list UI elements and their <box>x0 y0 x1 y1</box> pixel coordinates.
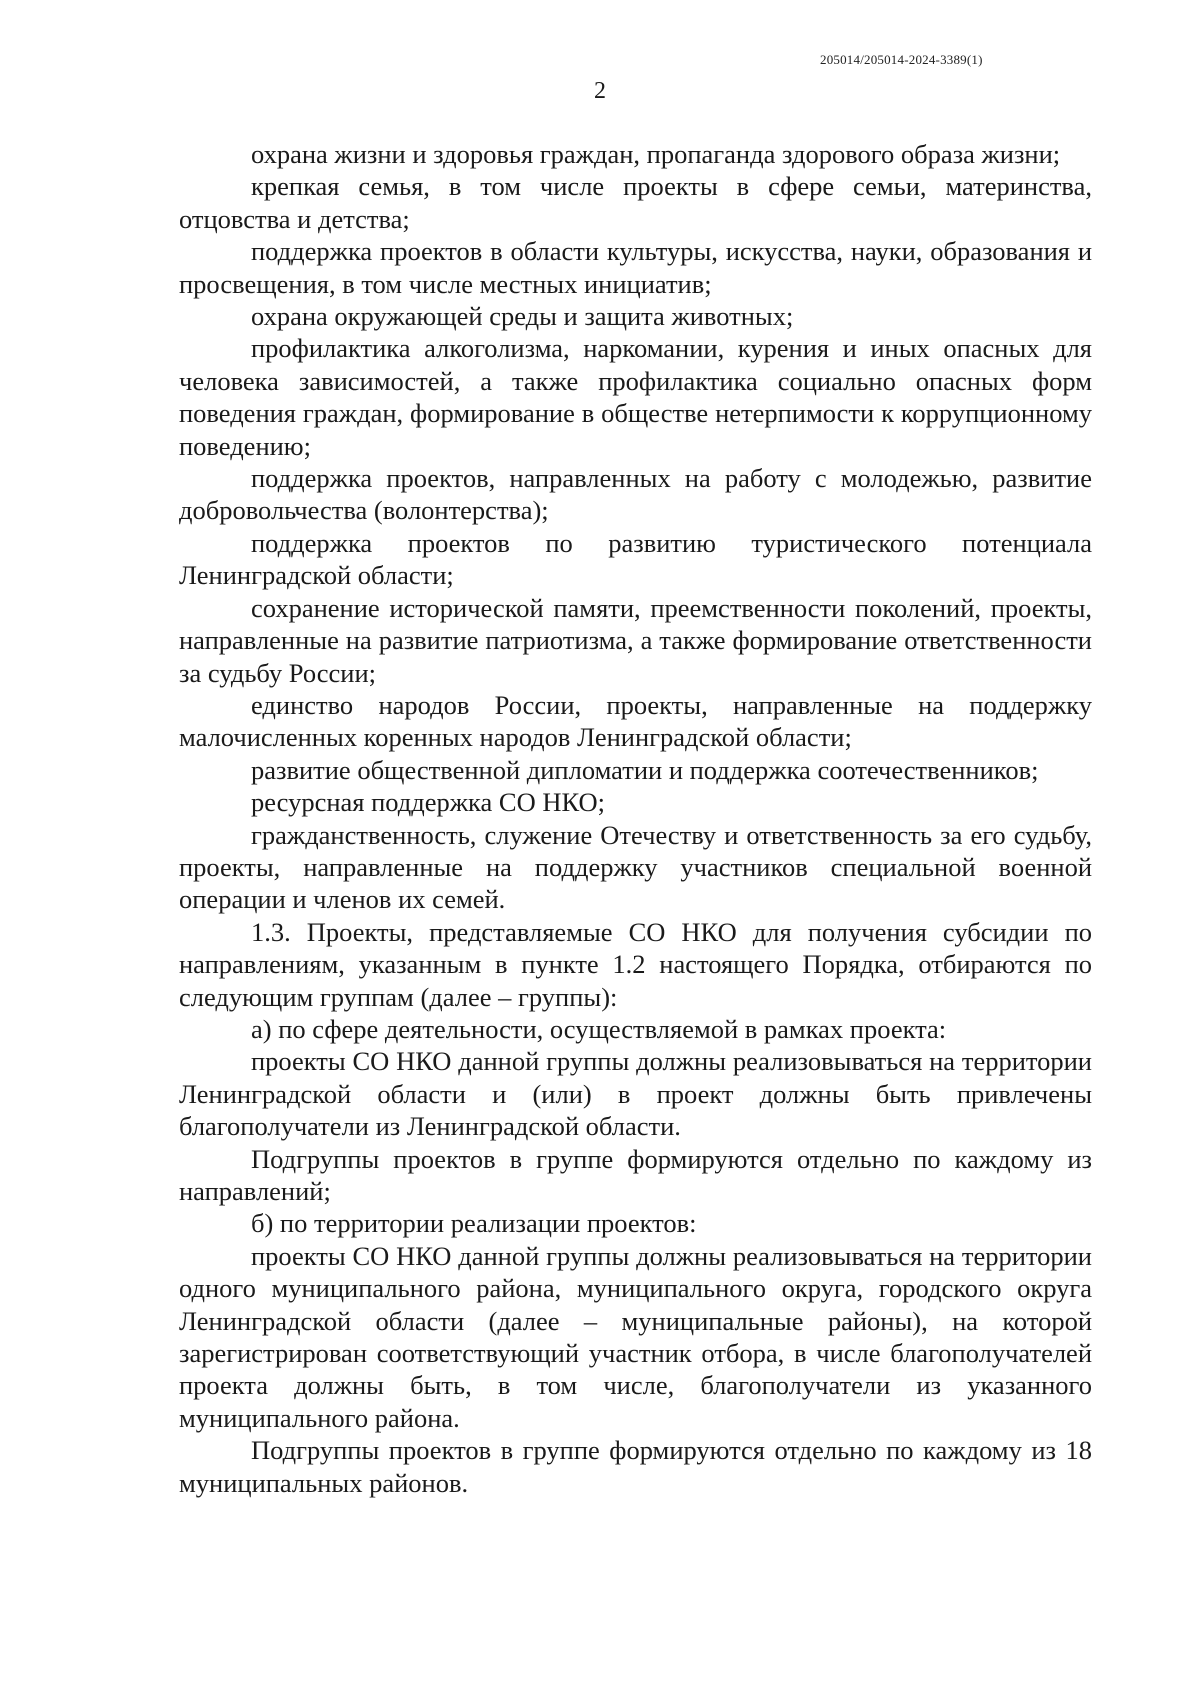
paragraph: проекты СО НКО данной группы должны реализовываться на территории одного муниципального района, муниципального округа, городского округа Ленинградской области (далее – муниципальные районы), на которой зарегистрирован соответствующий участник отбора, в числе благополучателей проекта должны быть, в том числе, благополучатели из указанного муниципального района. <box>179 1240 1092 1433</box>
paragraph: профилактика алкоголизма, наркомании, курения и иных опасных для человека зависимостей, а также профилактика социально опасных форм поведения граждан, формирование в обществе нетерпимости к коррупционному поведению; <box>179 333 1092 461</box>
paragraph: ресурсная поддержка СО НКО; <box>251 787 606 818</box>
paragraph: развитие общественной дипломатии и поддержка соотечественников; <box>251 754 1039 785</box>
page-number: 2 <box>594 78 606 104</box>
paragraph: охрана окружающей среды и защита животных; <box>251 301 794 332</box>
paragraph: гражданственность, служение Отечеству и ответственность за его судьбу, проекты, направленные на поддержку участников специальной военной операции и членов их семей. <box>179 819 1092 915</box>
document-body <box>179 138 1092 1499</box>
paragraph: поддержка проектов в области культуры, искусства, науки, образования и просвещения, в том числе местных инициатив; <box>179 236 1092 299</box>
paragraph: а) по сфере деятельности, осуществляемой в рамках проекта: <box>251 1013 947 1044</box>
paragraph: проекты СО НКО данной группы должны реализовываться на территории Ленинградской области и (или) в проект должны быть привлечены благополучатели из Ленинградской области. <box>179 1046 1092 1142</box>
paragraph: охрана жизни и здоровья граждан, пропаганда здорового образа жизни; <box>251 139 1061 169</box>
paragraph: единство народов России, проекты, направленные на поддержку малочисленных коренных народов Ленинградской области; <box>179 689 1092 753</box>
paragraph: Подгруппы проектов в группе формируются отдельно по каждому из 18 муниципальных районов. <box>179 1435 1092 1498</box>
paragraph: сохранение исторической памяти, преемственности поколений, проекты, направленные на развитие патриотизма, а также формирование ответственности за судьбу России; <box>179 592 1092 688</box>
paragraph: поддержка проектов, направленных на работу с молодежью, развитие добровольчества (волонтерства); <box>179 463 1092 526</box>
paragraph: поддержка проектов по развитию туристического потенциала Ленинградской области; <box>179 527 1092 591</box>
paragraph: 1.3. Проекты, представляемые СО НКО для получения субсидии по направлениям, указанным в пункте 1.2 настоящего Порядка, отбираются по следующим группам (далее – группы): <box>179 916 1092 1012</box>
paragraph: б) по территории реализации проектов: <box>251 1208 697 1239</box>
paragraph: крепкая семья, в том числе проекты в сфере семьи, материнства, отцовства и детства; <box>179 171 1092 234</box>
paragraph: Подгруппы проектов в группе формируются отдельно по каждому из направлений; <box>179 1143 1092 1206</box>
document-id: 205014/205014-2024-3389(1) <box>820 52 983 67</box>
